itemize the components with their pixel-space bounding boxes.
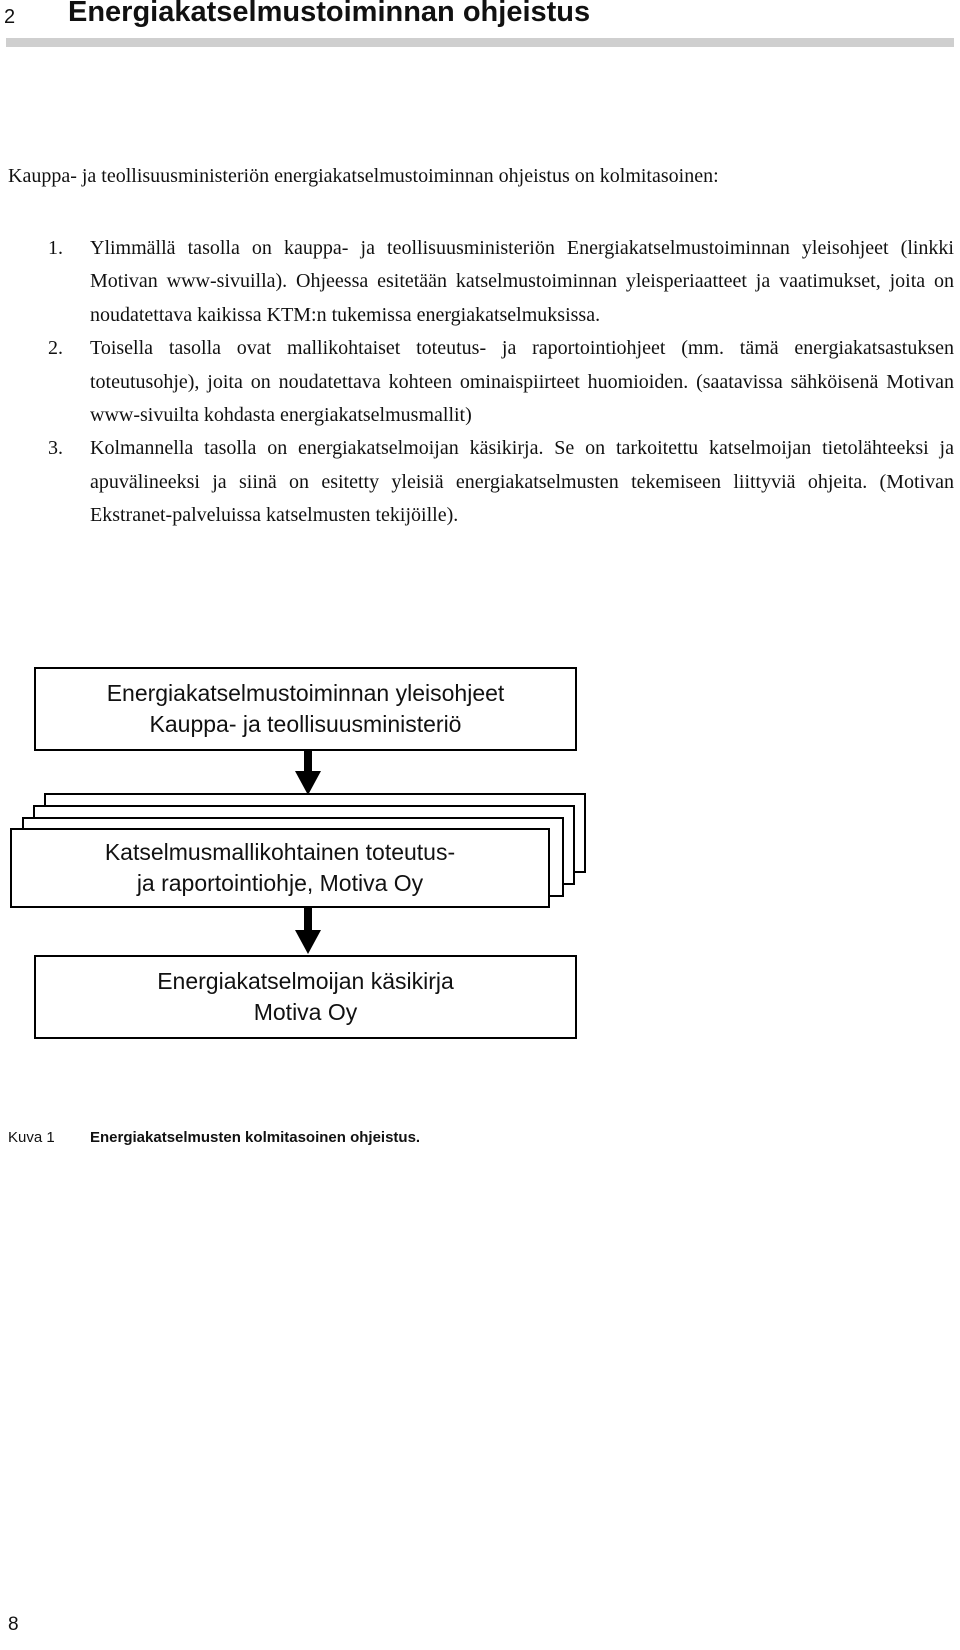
chapter-title: Energiakatselmustoiminnan ohjeistus [68, 0, 591, 28]
level-3-line-1: Energiakatselmoijan käsikirja [157, 968, 454, 994]
level-3-box [34, 955, 577, 1039]
figure-label: Kuva 1 [8, 1129, 55, 1146]
level-1-line-1: Energiakatselmustoiminnan yleisohjeet [106, 680, 505, 706]
list-item-number: 3. [48, 437, 63, 460]
list-item-text: Kolmannella tasolla on energiakatselmoijan käsikirja. Se on tarkoitettu katselmoijan tietolähteeksi ja apuvälineeksi ja siinä on esitetty yleisiä energiakatselmusten tekemiseen liittyviä ohjeita. (Motivan Ekstranet-palveluissa katselmusten tekijöille). [90, 437, 954, 527]
level-1-line-2: Kauppa- ja teollisuusministeriö [149, 711, 462, 737]
arrow-down-2 [295, 908, 321, 954]
page-number: 8 [8, 1614, 19, 1635]
list-item-number: 2. [48, 337, 63, 360]
levels-list [8, 232, 954, 533]
level-1-box [34, 667, 577, 751]
list-item [8, 332, 954, 432]
chapter-number: 2 [4, 6, 16, 28]
level-2-line-2: ja raportointiohje, Motiva Oy [136, 870, 424, 896]
list-item-text: Ylimmällä tasolla on kauppa- ja teollisuusministeriön Energiakatselmustoiminnan yleisohjeet (linkki Motivan www-sivuilla). Ohjeessa esitetään katselmustoiminnan yleisperiaatteet ja vaatimukset, joita on noudatettava kaikissa KTM:n tukemissa energiakatselmuksissa. [90, 237, 954, 326]
level-2-box [10, 828, 550, 908]
list-item-number: 1. [48, 237, 63, 259]
header-rule [6, 38, 954, 47]
level-3-line-2: Motiva Oy [253, 999, 358, 1025]
figure-caption [8, 1129, 420, 1146]
level-2-line-1: Katselmusmallikohtainen toteutus- [104, 839, 456, 865]
arrow-down-1 [295, 751, 321, 795]
list-item [8, 232, 954, 332]
list-item-text: Toisella tasolla ovat mallikohtaiset toteutus- ja raportointiohjeet (mm. tämä energiakatsastuksen toteutusohje), joita on noudatettava kohteen ominaispiirteet huomioiden. (saatavissa sähköisenä Motivan www-sivuilta kohdasta energiakatselmusmallit) [90, 337, 954, 427]
intro-paragraph: Kauppa- ja teollisuusministeriön energiakatselmustoiminnan ohjeistus on kolmitasoinen: [8, 165, 719, 187]
figure-title: Energiakatselmusten kolmitasoinen ohjeistus. [90, 1129, 421, 1146]
list-item [8, 432, 954, 532]
